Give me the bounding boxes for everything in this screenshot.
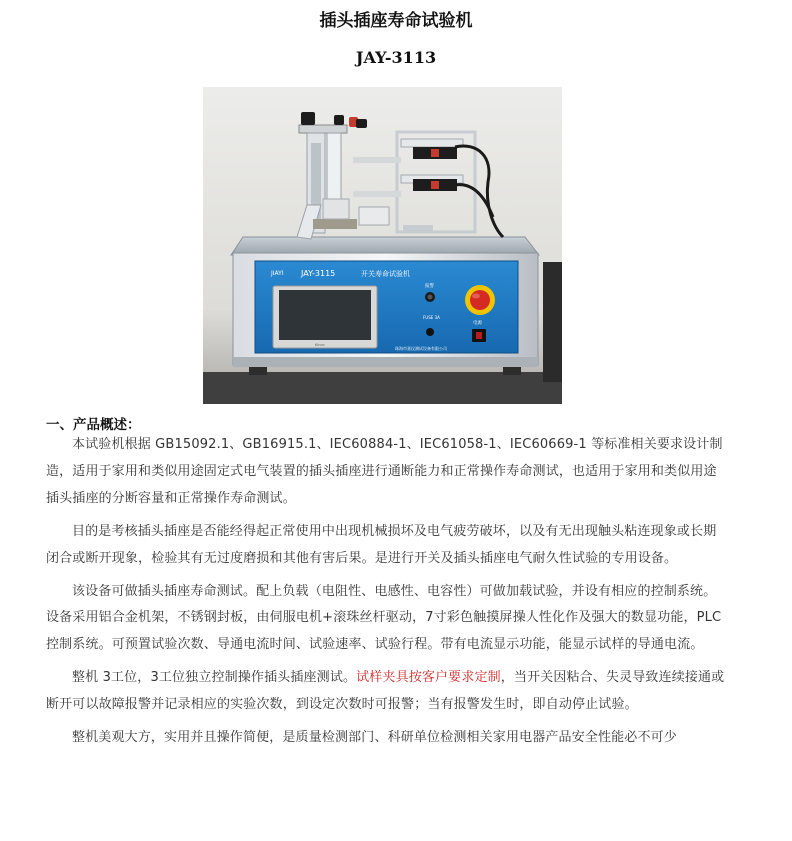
section-heading-overview: 一、产品概述： — [46, 417, 141, 433]
custom-fixture-highlight: 试样夹具按客户要求定制 — [356, 670, 501, 686]
overview-paragraph-1: 本试验机根据 GB15092.1、GB16915.1、IEC60884-1、IEC61058-1、IEC60669-1 等标准相关要求设计制造，适用于家用和类似用途固定式电气装置的插头插座进行通断能力和正常操作寿命测试，也适用于家用和类似用途插头插座的分断容量和正常操作寿命测试。 — [46, 437, 723, 506]
p4-lead-text: 整机 3工位，3工位独立控制操作插头插座测试。 — [72, 670, 357, 686]
maker-label: 珠海市嘉仪测试设备有限公司 — [395, 346, 447, 351]
panel-model: JAY-3115 — [301, 269, 336, 278]
fuse-label: FUSE 3A — [423, 315, 440, 320]
overview-paragraph-2: 目的是考核插头插座是否能经得起正常使用中出现机械损坏及电气疲劳破坏，以及有无出现触头粘连现象或长期闭合或断开现象，检验其有无过度磨损和其他有害后果。是进行开关及插头插座电气耐久性试验的专用设备。 — [46, 523, 717, 566]
panel-brand: JIAYI — [271, 270, 284, 277]
p4-tail-text: ，当开关因粘合、失灵导致连续接通或断开可以故障报警并记录相应的实验次数，到设定次数时可报警；当有报警发生时，即自动停止试验。 — [46, 670, 725, 713]
hmi-brand: Kinco — [315, 343, 325, 347]
panel-name: 开关寿命试验机 — [361, 270, 410, 278]
overview-paragraph-5: 整机美观大方，实用并且操作简便，是质量检测部门、科研单位检测相关家用电器产品安全性能必不可少 — [72, 730, 677, 746]
overview-body — [46, 432, 726, 758]
document-title: 插头插座寿命试验机 — [319, 11, 473, 31]
overview-paragraph-3: 该设备可做插头插座寿命测试。配上负载（电阻性、电感性、电容性）可做加载试验，并设有相应的控制系统。设备采用铝合金机架，不锈钢封板，由伺服电机+滚珠丝杆驱动，7寸彩色触摸屏操人性化作及强大的数显功能，PLC控制系统。可预置试验次数、导通电流时间、试验速率、试验行程。带有电流显示功能，能显示试样的导通电流。 — [46, 583, 722, 653]
product-photo — [203, 87, 562, 404]
overview-paragraph-4 — [46, 665, 726, 719]
model-number: JAY-3113 — [355, 48, 437, 67]
alarm-label: 报警 — [425, 284, 434, 289]
power-label: 电源 — [473, 321, 482, 326]
